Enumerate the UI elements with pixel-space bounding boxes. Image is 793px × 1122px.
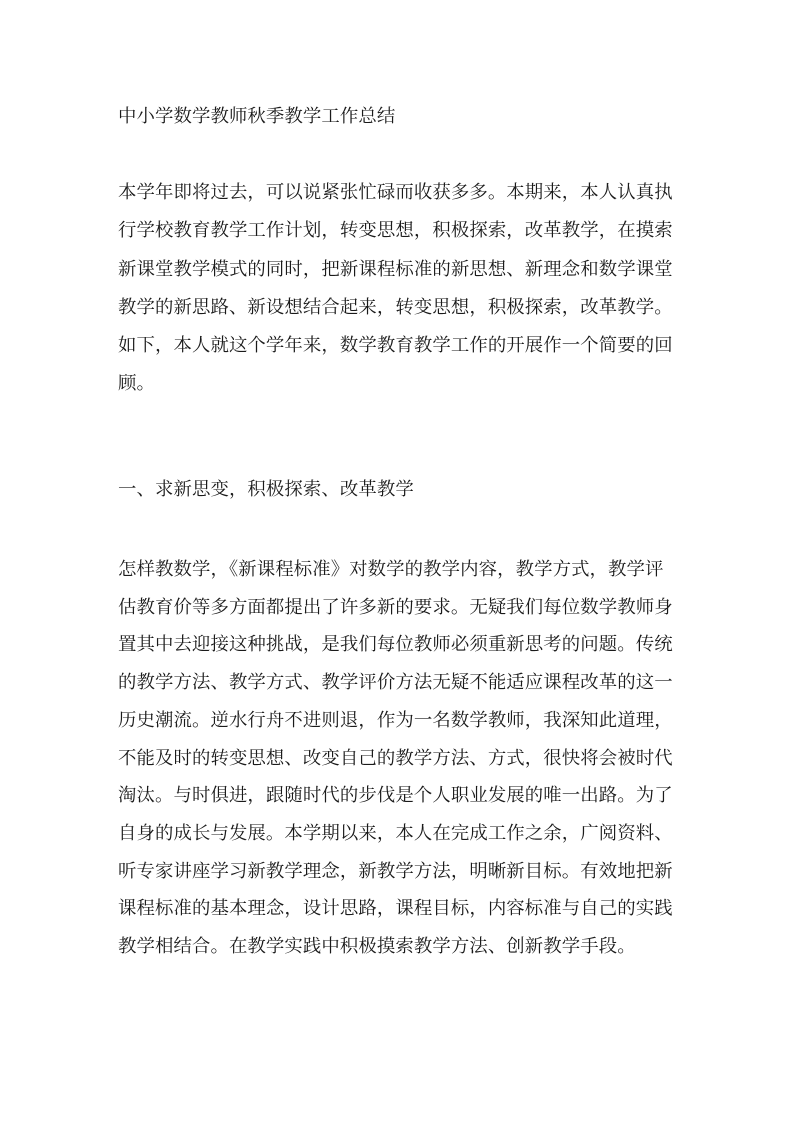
paragraph-line: 听专家讲座学习新教学理念，新教学方法，明晰新目标。有效地把新 <box>118 861 673 882</box>
paragraph-line: 自身的成长与发展。本学期以来，本人在完成工作之余，广阅资料、 <box>118 823 673 844</box>
paragraph-line: 历史潮流。逆水行舟不进则退，作为一名数学教师，我深知此道理， <box>118 710 673 731</box>
paragraph-line: 估教育价等多方面都提出了许多新的要求。无疑我们每位数学教师身 <box>118 597 673 618</box>
paragraph-line: 新课堂教学模式的同时，把新课程标准的新思想、新理念和数学课堂 <box>118 259 673 280</box>
paragraph-line: 教学的新思路、新设想结合起来，转变思想，积极探索，改革教学。 <box>118 297 673 318</box>
document-title: 中小学数学教师秋季教学工作总结 <box>118 106 396 127</box>
paragraph-line: 课程标准的基本理念，设计思路，课程目标，内容标准与自己的实践 <box>118 898 673 919</box>
paragraph-line: 的教学方法、教学方式、教学评价方法无疑不能适应课程改革的这一 <box>118 672 673 693</box>
paragraph-line: 教学相结合。在教学实践中积极摸索教学方法、创新教学手段。 <box>118 936 636 957</box>
paragraph-line: 本学年即将过去，可以说紧张忙碌而收获多多。本期来，本人认真执 <box>118 182 673 203</box>
paragraph-line: 怎样教数学，《新课程标准》对数学的教学内容，教学方式，教学评 <box>118 559 664 580</box>
section-heading: 一、求新思变，积极探索、改革教学 <box>118 479 414 500</box>
paragraph-line: 如下，本人就这个学年来，数学教育教学工作的开展作一个简要的回 <box>118 335 673 356</box>
paragraph-line: 顾。 <box>118 373 155 394</box>
paragraph-line: 不能及时的转变思想、改变自己的教学方法、方式，很快将会被时代 <box>118 748 673 769</box>
paragraph-line: 淘汰。与时俱进，跟随时代的步伐是个人职业发展的唯一出路。为了 <box>118 785 673 806</box>
paragraph-line: 行学校教育教学工作计划，转变思想，积极探索，改革教学，在摸索 <box>118 220 673 241</box>
paragraph-line: 置其中去迎接这种挑战，是我们每位教师必须重新思考的问题。传统 <box>118 634 673 655</box>
